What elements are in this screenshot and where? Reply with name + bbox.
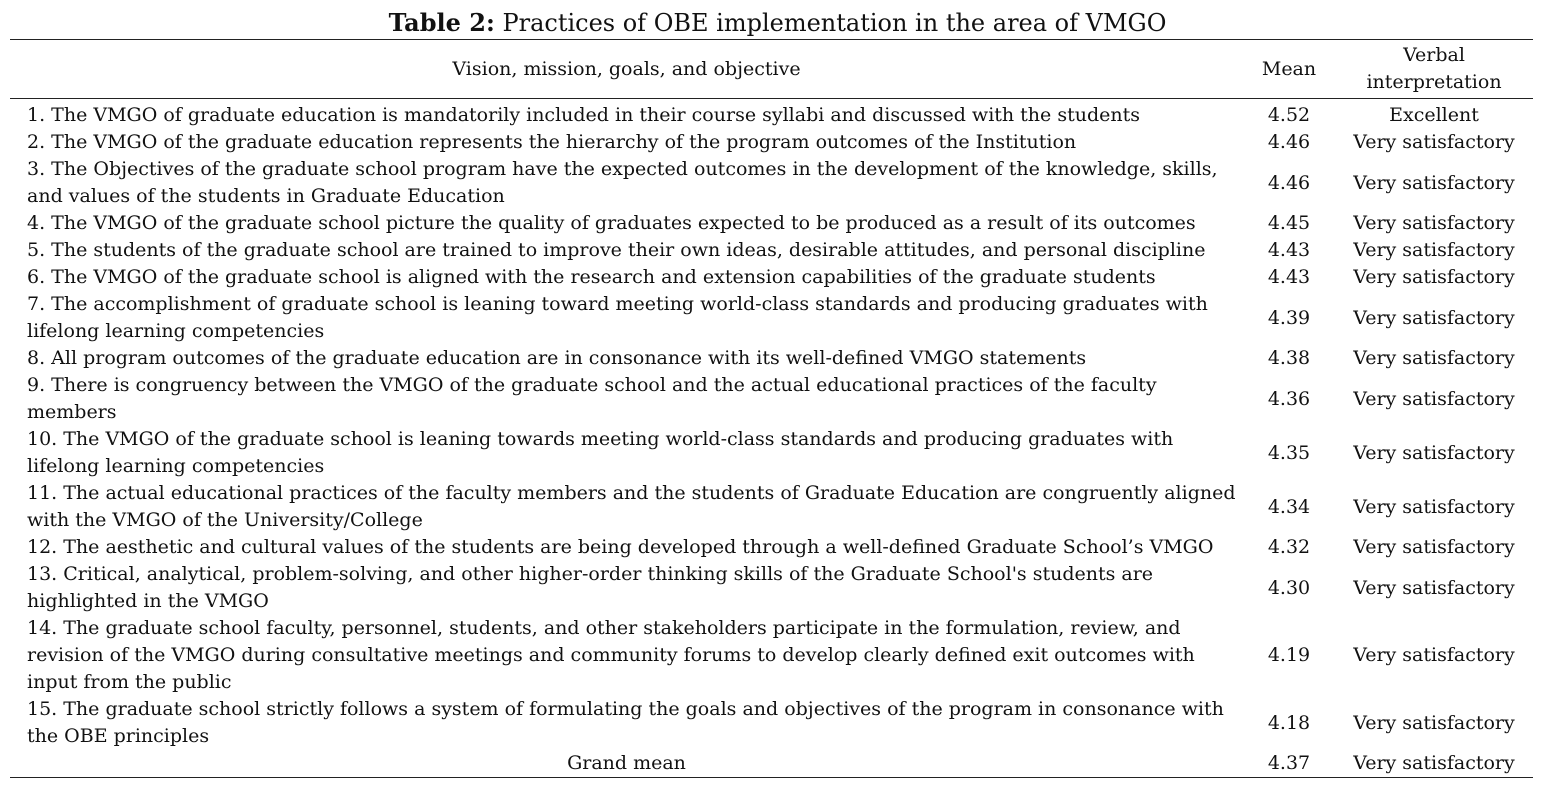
row-verbal: Very satisfactory — [1353, 495, 1515, 518]
row-mean: 4.19 — [1267, 644, 1311, 666]
table-caption-text: Practices of OBE implementation in the area of VMGO — [502, 9, 1167, 37]
table-row — [10, 426, 1533, 480]
header-verbal-interpretation — [1335, 40, 1533, 99]
row-item: 15. The graduate school strictly follows a system of formulating the goals and objectives of the program in consonance with the OBE principles — [27, 698, 1224, 747]
row-item: 10. The VMGO of the graduate school is leaning towards meeting world-class standards and producing graduates with lifelong learning competencies — [27, 428, 1174, 477]
row-verbal: Very satisfactory — [1353, 441, 1515, 464]
row-mean: 4.43 — [1267, 239, 1311, 261]
grand-mean-row — [10, 750, 1533, 778]
grand-mean-label: Grand mean — [10, 750, 1243, 778]
row-item: 8. All program outcomes of the graduate education are in consonance with its well-defined VMGO statements — [27, 347, 1087, 369]
row-mean: 4.46 — [1267, 131, 1311, 153]
row-item: 14. The graduate school faculty, personnel, students, and other stakeholders participate in the formulation, review, and revision of the VMGO during consultative meetings and community forums to develop clearly defined exit outcomes with input from the public — [27, 617, 1195, 693]
table-row — [10, 210, 1533, 237]
row-item: 13. Critical, analytical, problem-solving, and other higher-order thinking skills of the Graduate School's students are highlighted in the VMGO — [27, 563, 1154, 612]
row-verbal: Very satisfactory — [1353, 644, 1515, 666]
row-item: 2. The VMGO of the graduate education represents the hierarchy of the program outcomes of the Institution — [27, 131, 1077, 153]
row-item: 5. The students of the graduate school are trained to improve their own ideas, desirable attitudes, and personal discipline — [27, 239, 1206, 261]
table-row — [10, 264, 1533, 291]
row-mean: 4.18 — [1267, 711, 1311, 734]
row-item: 9. There is congruency between the VMGO of the graduate school and the actual educational practices of the faculty members — [27, 374, 1157, 423]
grand-mean-value: 4.37 — [1243, 750, 1335, 778]
row-verbal: Very satisfactory — [1353, 212, 1515, 234]
row-verbal: Very satisfactory — [1353, 347, 1515, 369]
row-item: 4. The VMGO of the graduate school picture the quality of graduates expected to be produced as a result of its outcomes — [27, 212, 1196, 234]
header-mean: Mean — [1243, 40, 1335, 99]
table-row — [10, 237, 1533, 264]
row-item: 11. The actual educational practices of the faculty members and the students of Graduate Education are congruently aligned with the VMGO of the University/College — [27, 482, 1236, 531]
row-verbal: Very satisfactory — [1353, 387, 1515, 410]
table-caption — [0, 6, 1555, 40]
header-item: Vision, mission, goals, and objective — [10, 40, 1243, 99]
table-header-row — [10, 40, 1533, 99]
row-mean: 4.32 — [1267, 536, 1311, 558]
table-caption-label: Table 2: — [388, 8, 495, 37]
row-mean: 4.30 — [1267, 576, 1311, 599]
table-row — [10, 372, 1533, 426]
table-row — [10, 615, 1533, 696]
row-verbal: Very satisfactory — [1353, 306, 1515, 329]
row-item: 7. The accomplishment of graduate school is leaning toward meeting world-class standards and producing graduates with lifelong learning competencies — [27, 293, 1208, 342]
table-row — [10, 480, 1533, 534]
row-mean: 4.39 — [1267, 306, 1311, 329]
row-item: 6. The VMGO of the graduate school is aligned with the research and extension capabilities of the graduate students — [27, 266, 1156, 288]
row-mean: 4.45 — [1267, 212, 1311, 234]
row-verbal: Very satisfactory — [1353, 536, 1515, 558]
table-row — [10, 129, 1533, 156]
row-mean: 4.43 — [1267, 266, 1311, 288]
row-mean: 4.38 — [1267, 347, 1311, 369]
row-mean: 4.52 — [1267, 104, 1311, 126]
table-row — [10, 345, 1533, 372]
vmgo-practices-table — [10, 39, 1533, 778]
row-verbal: Excellent — [1389, 104, 1479, 126]
row-item: 12. The aesthetic and cultural values of the students are being developed through a well-defined Graduate School’s VMGO — [27, 536, 1214, 558]
row-item: 1. The VMGO of graduate education is mandatorily included in their course syllabi and discussed with the students — [27, 104, 1140, 126]
table-row — [10, 99, 1533, 130]
table-row — [10, 696, 1533, 750]
row-mean: 4.34 — [1267, 495, 1311, 518]
header-verbal-line2: interpretation — [1366, 71, 1502, 93]
row-verbal: Very satisfactory — [1353, 576, 1515, 599]
row-verbal: Very satisfactory — [1353, 131, 1515, 153]
table-row — [10, 561, 1533, 615]
table-row — [10, 291, 1533, 345]
header-verbal-line1: Verbal — [1403, 44, 1465, 66]
table-row — [10, 156, 1533, 210]
row-verbal: Very satisfactory — [1353, 266, 1515, 288]
table-row — [10, 534, 1533, 561]
row-verbal: Very satisfactory — [1353, 711, 1515, 734]
grand-mean-verbal: Very satisfactory — [1335, 750, 1533, 778]
row-item: 3. The Objectives of the graduate school program have the expected outcomes in the development of the knowledge, skills, and values of the students in Graduate Education — [27, 158, 1218, 207]
row-verbal: Very satisfactory — [1353, 239, 1515, 261]
row-mean: 4.36 — [1267, 387, 1311, 410]
row-verbal: Very satisfactory — [1353, 171, 1515, 194]
row-mean: 4.35 — [1267, 441, 1311, 464]
row-mean: 4.46 — [1267, 171, 1311, 194]
